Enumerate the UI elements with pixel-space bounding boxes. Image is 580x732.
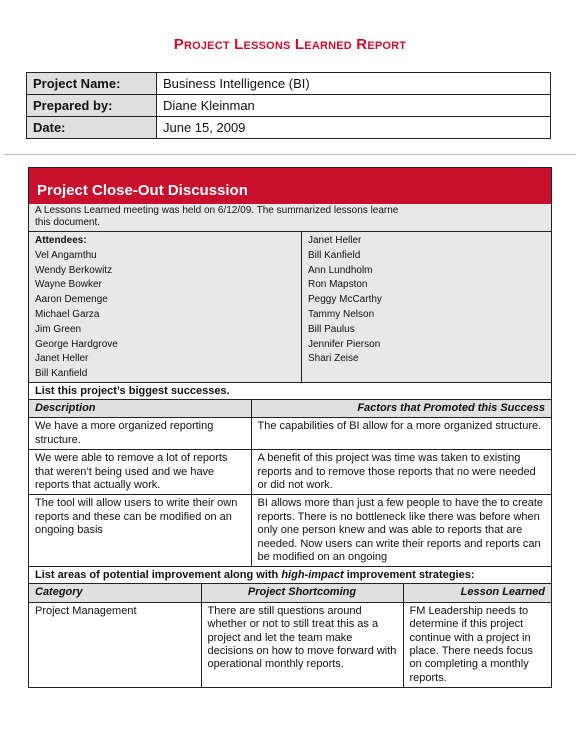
attendee: Ron Mapston (308, 279, 368, 291)
divider (4, 154, 576, 155)
improvement-category: Project Management (35, 604, 137, 617)
attendee: Ann Lundholm (308, 264, 373, 276)
improvements-label-suffix: improvement strategies: (343, 569, 475, 582)
date-value: June 15, 2009 (157, 117, 551, 139)
attendee: Peggy McCarthy (308, 294, 382, 306)
attendees-right-column (302, 232, 551, 382)
attendee: Wendy Berkowitz (35, 264, 113, 276)
table-row (29, 495, 551, 567)
section-heading: Project Close-Out Discussion (29, 168, 551, 204)
prepared-by-row (27, 95, 551, 117)
improvements-table (29, 584, 551, 687)
attendee: Shari Zeise (308, 353, 359, 365)
description-column-header: Description (29, 400, 251, 418)
attendee: Wayne Bowker (35, 279, 102, 291)
attendee: Jim Green (35, 323, 82, 335)
success-factors: The capabilities of BI allow for a more organized structure. (251, 418, 551, 450)
attendee: Tammy Nelson (308, 308, 375, 320)
success-factors: A benefit of this project was time was taken to existing reports and to remove those reports that no were needed or did not work. (251, 450, 551, 495)
table-row (29, 602, 551, 687)
improvement-shortcoming: There are still questions around whether or not to still treat this as a project and let the team make decisions on how to move forward with operational monthly reports. (201, 602, 403, 687)
closeout-section (28, 167, 552, 688)
attendee: Bill Paulus (308, 323, 355, 335)
page-title: Project Lessons Learned Report (173, 36, 407, 53)
prepared-by-value: Diane Kleinman (157, 95, 551, 117)
date-label: Date: (27, 117, 157, 139)
attendee: Janet Heller (308, 235, 362, 246)
intro-line-1: A Lessons Learned meeting was held on 6/12/09. The summarized lessons learne (35, 205, 399, 216)
lesson-column-header: Lesson Learned (403, 584, 551, 602)
attendees-left-column (29, 232, 302, 382)
prepared-by-label: Prepared by: (27, 95, 157, 117)
intro-text (29, 204, 551, 232)
attendee: Bill Kanfield (308, 249, 361, 261)
improvements-header-row (29, 584, 551, 602)
attendees-label: Attendees: (35, 235, 87, 246)
success-description: We were able to remove a lot of reports that weren’t being used and we have reports that actually work. (29, 450, 251, 495)
attendee: George Hardgrove (35, 338, 118, 350)
table-row (29, 418, 551, 450)
project-name-value: Business Intelligence (BI) (157, 73, 551, 95)
project-info-table (26, 72, 551, 139)
successes-header-row (29, 400, 551, 418)
intro-line-2: this document. (35, 217, 101, 228)
date-row (27, 117, 551, 139)
attendee: Vel Angamthu (35, 249, 97, 261)
attendee: Janet Heller (35, 353, 89, 365)
attendee: Jennifer Pierson (308, 338, 381, 350)
shortcoming-column-header: Project Shortcoming (201, 584, 403, 602)
attendees-block (29, 232, 551, 383)
successes-table (29, 400, 551, 566)
project-name-row (27, 73, 551, 95)
improvements-label-emphasis: high-impact (281, 569, 344, 582)
category-column-header: Category (29, 584, 201, 602)
project-name-label: Project Name: (27, 73, 157, 95)
table-row (29, 450, 551, 495)
success-description: We have a more organized reporting structure. (29, 418, 251, 450)
success-description: The tool will allow users to write their own reports and these can be modified on an ongoing basis (35, 497, 238, 537)
improvements-label-prefix: List areas of potential improvement along with (35, 569, 282, 582)
factors-column-header: Factors that Promoted this Success (251, 400, 551, 418)
attendee: Bill Kanfield (35, 368, 88, 380)
improvement-lesson: FM Leadership needs to determine if this project continue with a project in place. There needs focus on completing a monthly reports. (403, 602, 551, 687)
improvements-label (29, 566, 551, 584)
success-factors: BI allows more than just a few people to have the to create reports. There is no bottleneck like there was before when only one person knew and was able to reports that are needed. Now users can write their reports and reports can be modified on an ongoing (251, 495, 551, 567)
attendee: Aaron Demenge (35, 294, 108, 306)
attendee: Michael Garza (35, 308, 100, 320)
successes-label: List this project’s biggest successes. (29, 383, 551, 400)
